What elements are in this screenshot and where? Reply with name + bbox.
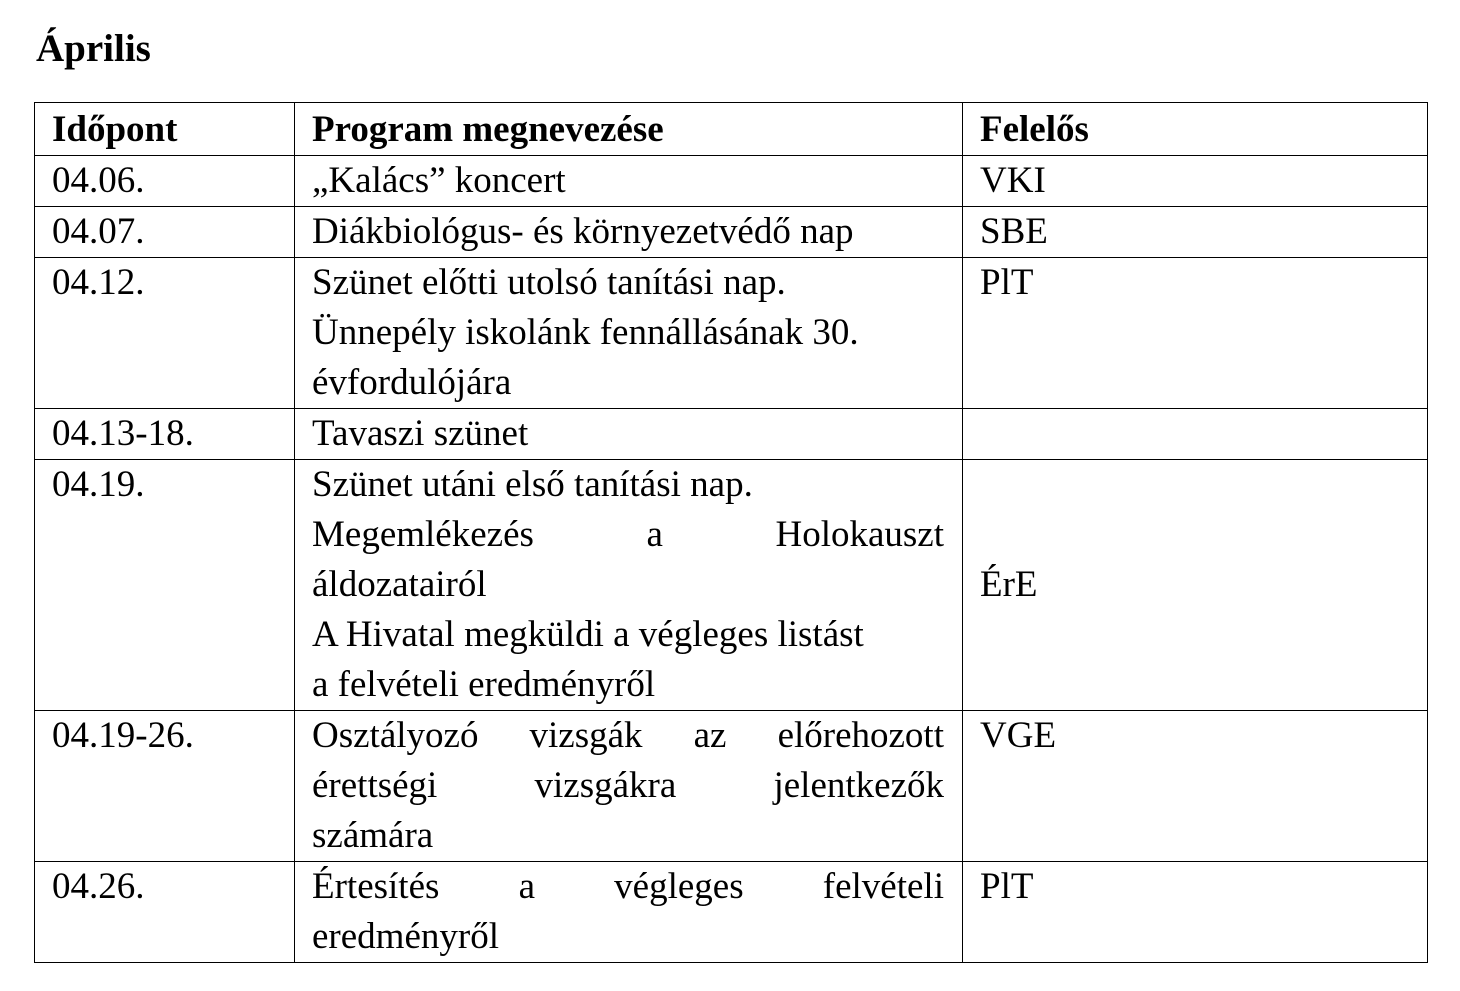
date-cell: 04.26. bbox=[35, 862, 295, 963]
program-line: eredményről bbox=[312, 916, 499, 957]
table-row bbox=[35, 862, 1428, 963]
date-cell: 04.13-18. bbox=[35, 409, 295, 460]
program-cell bbox=[295, 862, 963, 963]
program-line: Szünet előtti utolsó tanítási nap. bbox=[312, 262, 786, 303]
responsible-cell: VGE bbox=[963, 711, 1428, 862]
table-row bbox=[35, 460, 1428, 711]
date-cell: 04.06. bbox=[35, 156, 295, 207]
program-line: évfordulójára bbox=[312, 362, 512, 403]
program-line: a felvételi eredményről bbox=[312, 664, 656, 705]
program-cell bbox=[295, 207, 963, 258]
program-cell bbox=[295, 711, 963, 862]
program-cell bbox=[295, 258, 963, 409]
responsible-cell: VKI bbox=[963, 156, 1428, 207]
page-title: Április bbox=[36, 27, 151, 70]
program-line: „Kalács” koncert bbox=[312, 160, 566, 201]
program-line: Osztályozó vizsgák az előrehozott bbox=[312, 715, 944, 756]
table-row bbox=[35, 156, 1428, 207]
program-line: Diákbiológus- és környezetvédő nap bbox=[312, 211, 854, 252]
responsible-cell: PlT bbox=[963, 258, 1428, 409]
date-cell: 04.19-26. bbox=[35, 711, 295, 862]
program-cell bbox=[295, 409, 963, 460]
responsible-cell: PlT bbox=[963, 862, 1428, 963]
program-line: érettségi vizsgákra jelentkezők bbox=[312, 765, 944, 806]
column-header-date: Időpont bbox=[35, 103, 295, 156]
program-cell bbox=[295, 460, 963, 711]
date-cell: 04.12. bbox=[35, 258, 295, 409]
table-header-row bbox=[35, 103, 1428, 156]
program-line: Ünnepély iskolánk fennállásának 30. bbox=[312, 312, 859, 353]
date-cell: 04.19. bbox=[35, 460, 295, 711]
date-cell: 04.07. bbox=[35, 207, 295, 258]
table-row bbox=[35, 409, 1428, 460]
program-line: Megemlékezés a Holokauszt bbox=[312, 514, 944, 555]
program-line: áldozatairól bbox=[312, 564, 487, 605]
table-row bbox=[35, 258, 1428, 409]
program-line: A Hivatal megküldi a végleges listást bbox=[312, 614, 864, 655]
responsible-cell: ÉrE bbox=[963, 460, 1428, 711]
responsible-cell bbox=[963, 409, 1428, 460]
program-line: Szünet utáni első tanítási nap. bbox=[312, 464, 753, 505]
table-row bbox=[35, 711, 1428, 862]
program-cell bbox=[295, 156, 963, 207]
column-header-program: Program megnevezése bbox=[295, 103, 963, 156]
column-header-responsible: Felelős bbox=[963, 103, 1428, 156]
table-row bbox=[35, 207, 1428, 258]
responsible-cell: SBE bbox=[963, 207, 1428, 258]
program-line: Értesítés a végleges felvételi bbox=[312, 866, 944, 907]
schedule-table bbox=[34, 102, 1428, 963]
program-line: Tavaszi szünet bbox=[312, 413, 529, 454]
program-line: számára bbox=[312, 815, 434, 856]
